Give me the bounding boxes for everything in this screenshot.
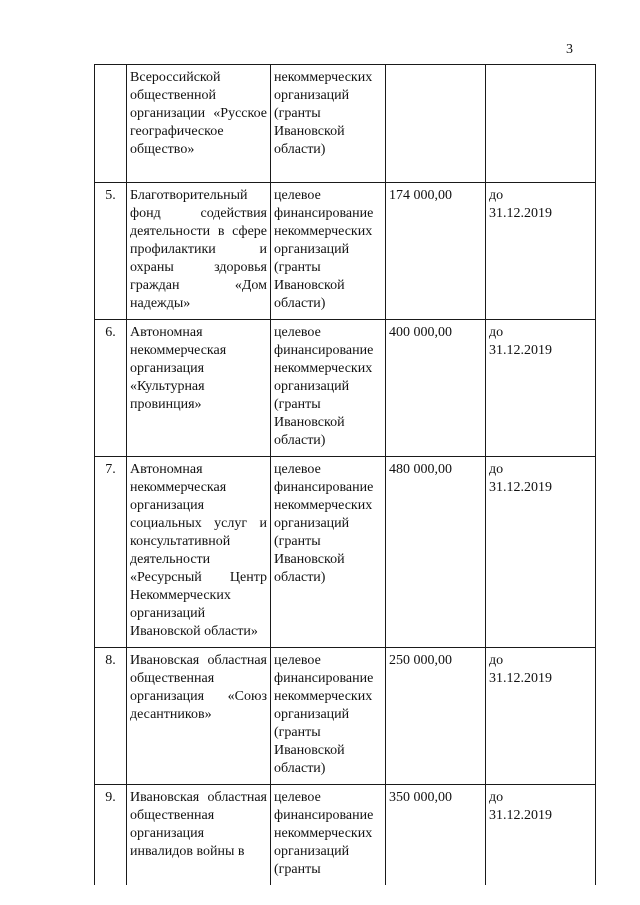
deadline-date: 31.12.2019 (489, 343, 552, 358)
table-row (95, 648, 596, 785)
grant-amount: 174 000,00 (386, 183, 486, 320)
grant-amount: 480 000,00 (386, 457, 486, 648)
deadline (486, 648, 596, 785)
table-row (95, 65, 596, 183)
deadline (486, 320, 596, 457)
row-number: 8. (95, 648, 127, 785)
table-row (95, 320, 596, 457)
organization-name: Всероссийской общественной организации «Русское географическое общество» (127, 65, 271, 183)
deadline-date: 31.12.2019 (489, 808, 552, 823)
funding-purpose: целевое финансирование некоммерческих организаций (гранты (271, 785, 386, 886)
grant-amount: 250 000,00 (386, 648, 486, 785)
funding-purpose: некоммерческих организаций (гранты Ивановской области) (271, 65, 386, 183)
row-number: 6. (95, 320, 127, 457)
table-row (95, 457, 596, 648)
deadline-prefix: до (489, 653, 504, 668)
deadline-prefix: до (489, 188, 504, 203)
funding-purpose: целевое финансирование некоммерческих организаций (гранты Ивановской области) (271, 457, 386, 648)
deadline-prefix: до (489, 462, 504, 477)
funding-purpose: целевое финансирование некоммерческих организаций (гранты Ивановской области) (271, 320, 386, 457)
deadline-prefix: до (489, 790, 504, 805)
organization-name: Благотворительный фонд содействия деятельности в сфере профилактики и охраны здоровья граждан «Дом надежды» (127, 183, 271, 320)
organization-name: Ивановская областная общественная организация «Союз десантников» (127, 648, 271, 785)
organization-name: Автономная некоммерческая организация «Культурная провинция» (127, 320, 271, 457)
deadline (486, 457, 596, 648)
deadline-prefix: до (489, 325, 504, 340)
deadline-date: 31.12.2019 (489, 206, 552, 221)
table-row (95, 183, 596, 320)
organization-name: Ивановская областная общественная организация инвалидов войны в (127, 785, 271, 886)
organization-name: Автономная некоммерческая организация социальных услуг и консультативной деятельности «Ресурсный Центр Некоммерческих организаций Ивановской области» (127, 457, 271, 648)
grant-amount: 400 000,00 (386, 320, 486, 457)
grants-table (94, 64, 596, 885)
grant-amount (386, 65, 486, 183)
table-row (95, 785, 596, 886)
row-number: 7. (95, 457, 127, 648)
funding-purpose: целевое финансирование некоммерческих организаций (гранты Ивановской области) (271, 183, 386, 320)
row-number: 9. (95, 785, 127, 886)
funding-purpose: целевое финансирование некоммерческих организаций (гранты Ивановской области) (271, 648, 386, 785)
row-number: 5. (95, 183, 127, 320)
deadline (486, 785, 596, 886)
deadline-date: 31.12.2019 (489, 480, 552, 495)
page-number: 3 (566, 42, 573, 57)
grant-amount: 350 000,00 (386, 785, 486, 886)
deadline-date: 31.12.2019 (489, 671, 552, 686)
deadline (486, 65, 596, 183)
deadline (486, 183, 596, 320)
row-number (95, 65, 127, 183)
